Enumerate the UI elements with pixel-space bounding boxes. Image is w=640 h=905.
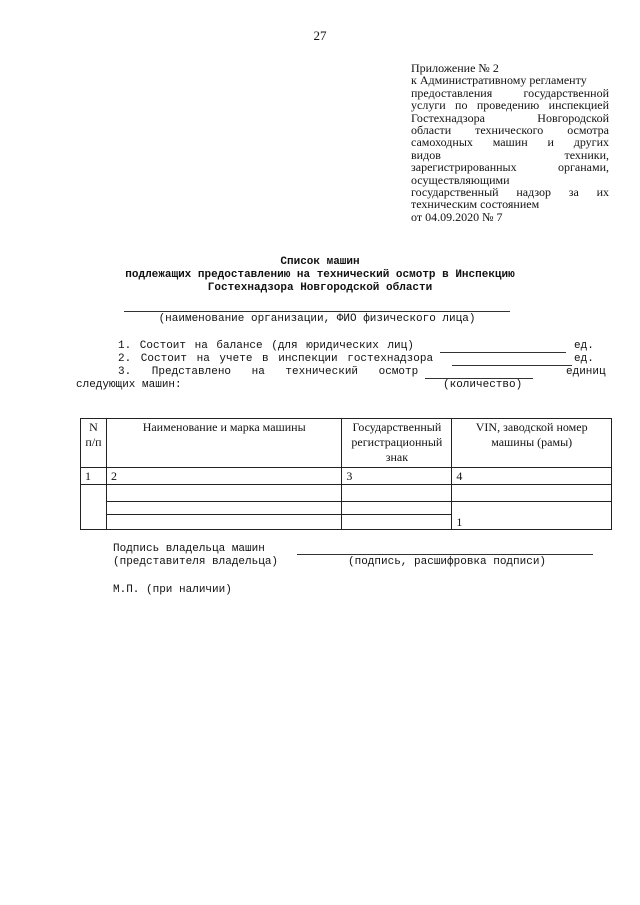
appendix-line: видов техники,: [411, 147, 609, 162]
table-cell[interactable]: [106, 502, 341, 530]
table-numbering-row: [81, 468, 612, 485]
table-row: [81, 485, 612, 502]
quantity-caption: (количество): [443, 379, 523, 391]
header-registration-plate: Государственный регистрационный знак: [342, 419, 452, 468]
item-2-blank: [452, 365, 572, 366]
header-machine-name: Наименование и марка машины: [106, 419, 341, 468]
signature-line: [297, 554, 593, 555]
numbering-cell: 4: [452, 468, 612, 485]
stamp-note: М.П. (при наличии): [113, 584, 232, 596]
numbering-cell: 3: [342, 468, 452, 485]
item-1-blank: [440, 352, 566, 353]
appendix-line: техническим состоянием: [411, 197, 540, 212]
signature-caption: (подпись, расшифровка подписи): [348, 556, 547, 568]
title-line: подлежащих предоставлению на технический осмотр в Инспекцию: [125, 269, 515, 281]
appendix-line: осуществляющими: [411, 172, 510, 187]
signature-label: Подпись владельца машин: [113, 543, 265, 555]
numbering-cell: 1: [81, 468, 107, 485]
table-row: [81, 502, 612, 530]
document-title: [0, 256, 640, 295]
numbering-cell: 2: [106, 468, 341, 485]
appendix-line: Приложение № 2: [411, 61, 499, 75]
machines-table: [80, 418, 612, 530]
item-1-unit: ед.: [574, 340, 594, 352]
item-2-label: 2. Состоит на учете в инспекции гостехнадзора: [118, 353, 434, 365]
appendix-line: Гостехнадзора Новгородской: [411, 110, 609, 125]
appendix-block: [411, 62, 609, 223]
item-3-unit: единиц: [566, 366, 606, 378]
table-cell[interactable]: [452, 485, 612, 502]
title-line: Список машин: [280, 256, 360, 268]
header-number: N п/п: [81, 419, 107, 468]
item-1-label: 1. Состоит на балансе (для юридических лиц): [118, 340, 414, 352]
table-header-row: [81, 419, 612, 468]
table-cell[interactable]: [342, 485, 452, 502]
header-vin: VIN, заводской номер машины (рамы): [452, 419, 612, 468]
appendix-line: области технического осмотра: [411, 123, 609, 138]
signature-label-2: (представителя владельца): [113, 556, 279, 568]
item-2-unit: ед.: [574, 353, 594, 365]
appendix-line: к Административному регламенту: [411, 73, 587, 88]
table-cell[interactable]: [81, 485, 107, 530]
vin-cell-value: 1: [456, 515, 463, 529]
item-3-label: 3. Представлено на технический осмотр: [118, 366, 419, 378]
appendix-line: услуги по проведению инспекцией: [411, 98, 609, 113]
appendix-line: зарегистрированных органами,: [411, 160, 609, 175]
table-cell[interactable]: [342, 502, 452, 530]
appendix-line: предоставления государственной: [411, 85, 609, 100]
org-name-line: [124, 311, 510, 312]
appendix-line: самоходных машин и других: [411, 135, 609, 150]
appendix-line: государственный надзор за их: [411, 185, 609, 200]
table-cell[interactable]: [106, 485, 341, 502]
page-number: 27: [313, 28, 327, 43]
table-cell[interactable]: [452, 502, 612, 530]
appendix-line: от 04.09.2020 № 7: [411, 209, 503, 224]
item-3-continuation: следующих машин:: [76, 379, 182, 391]
org-name-caption: (наименование организации, ФИО физического лица): [158, 313, 476, 325]
title-line: Гостехнадзора Новгородской области: [207, 282, 433, 294]
